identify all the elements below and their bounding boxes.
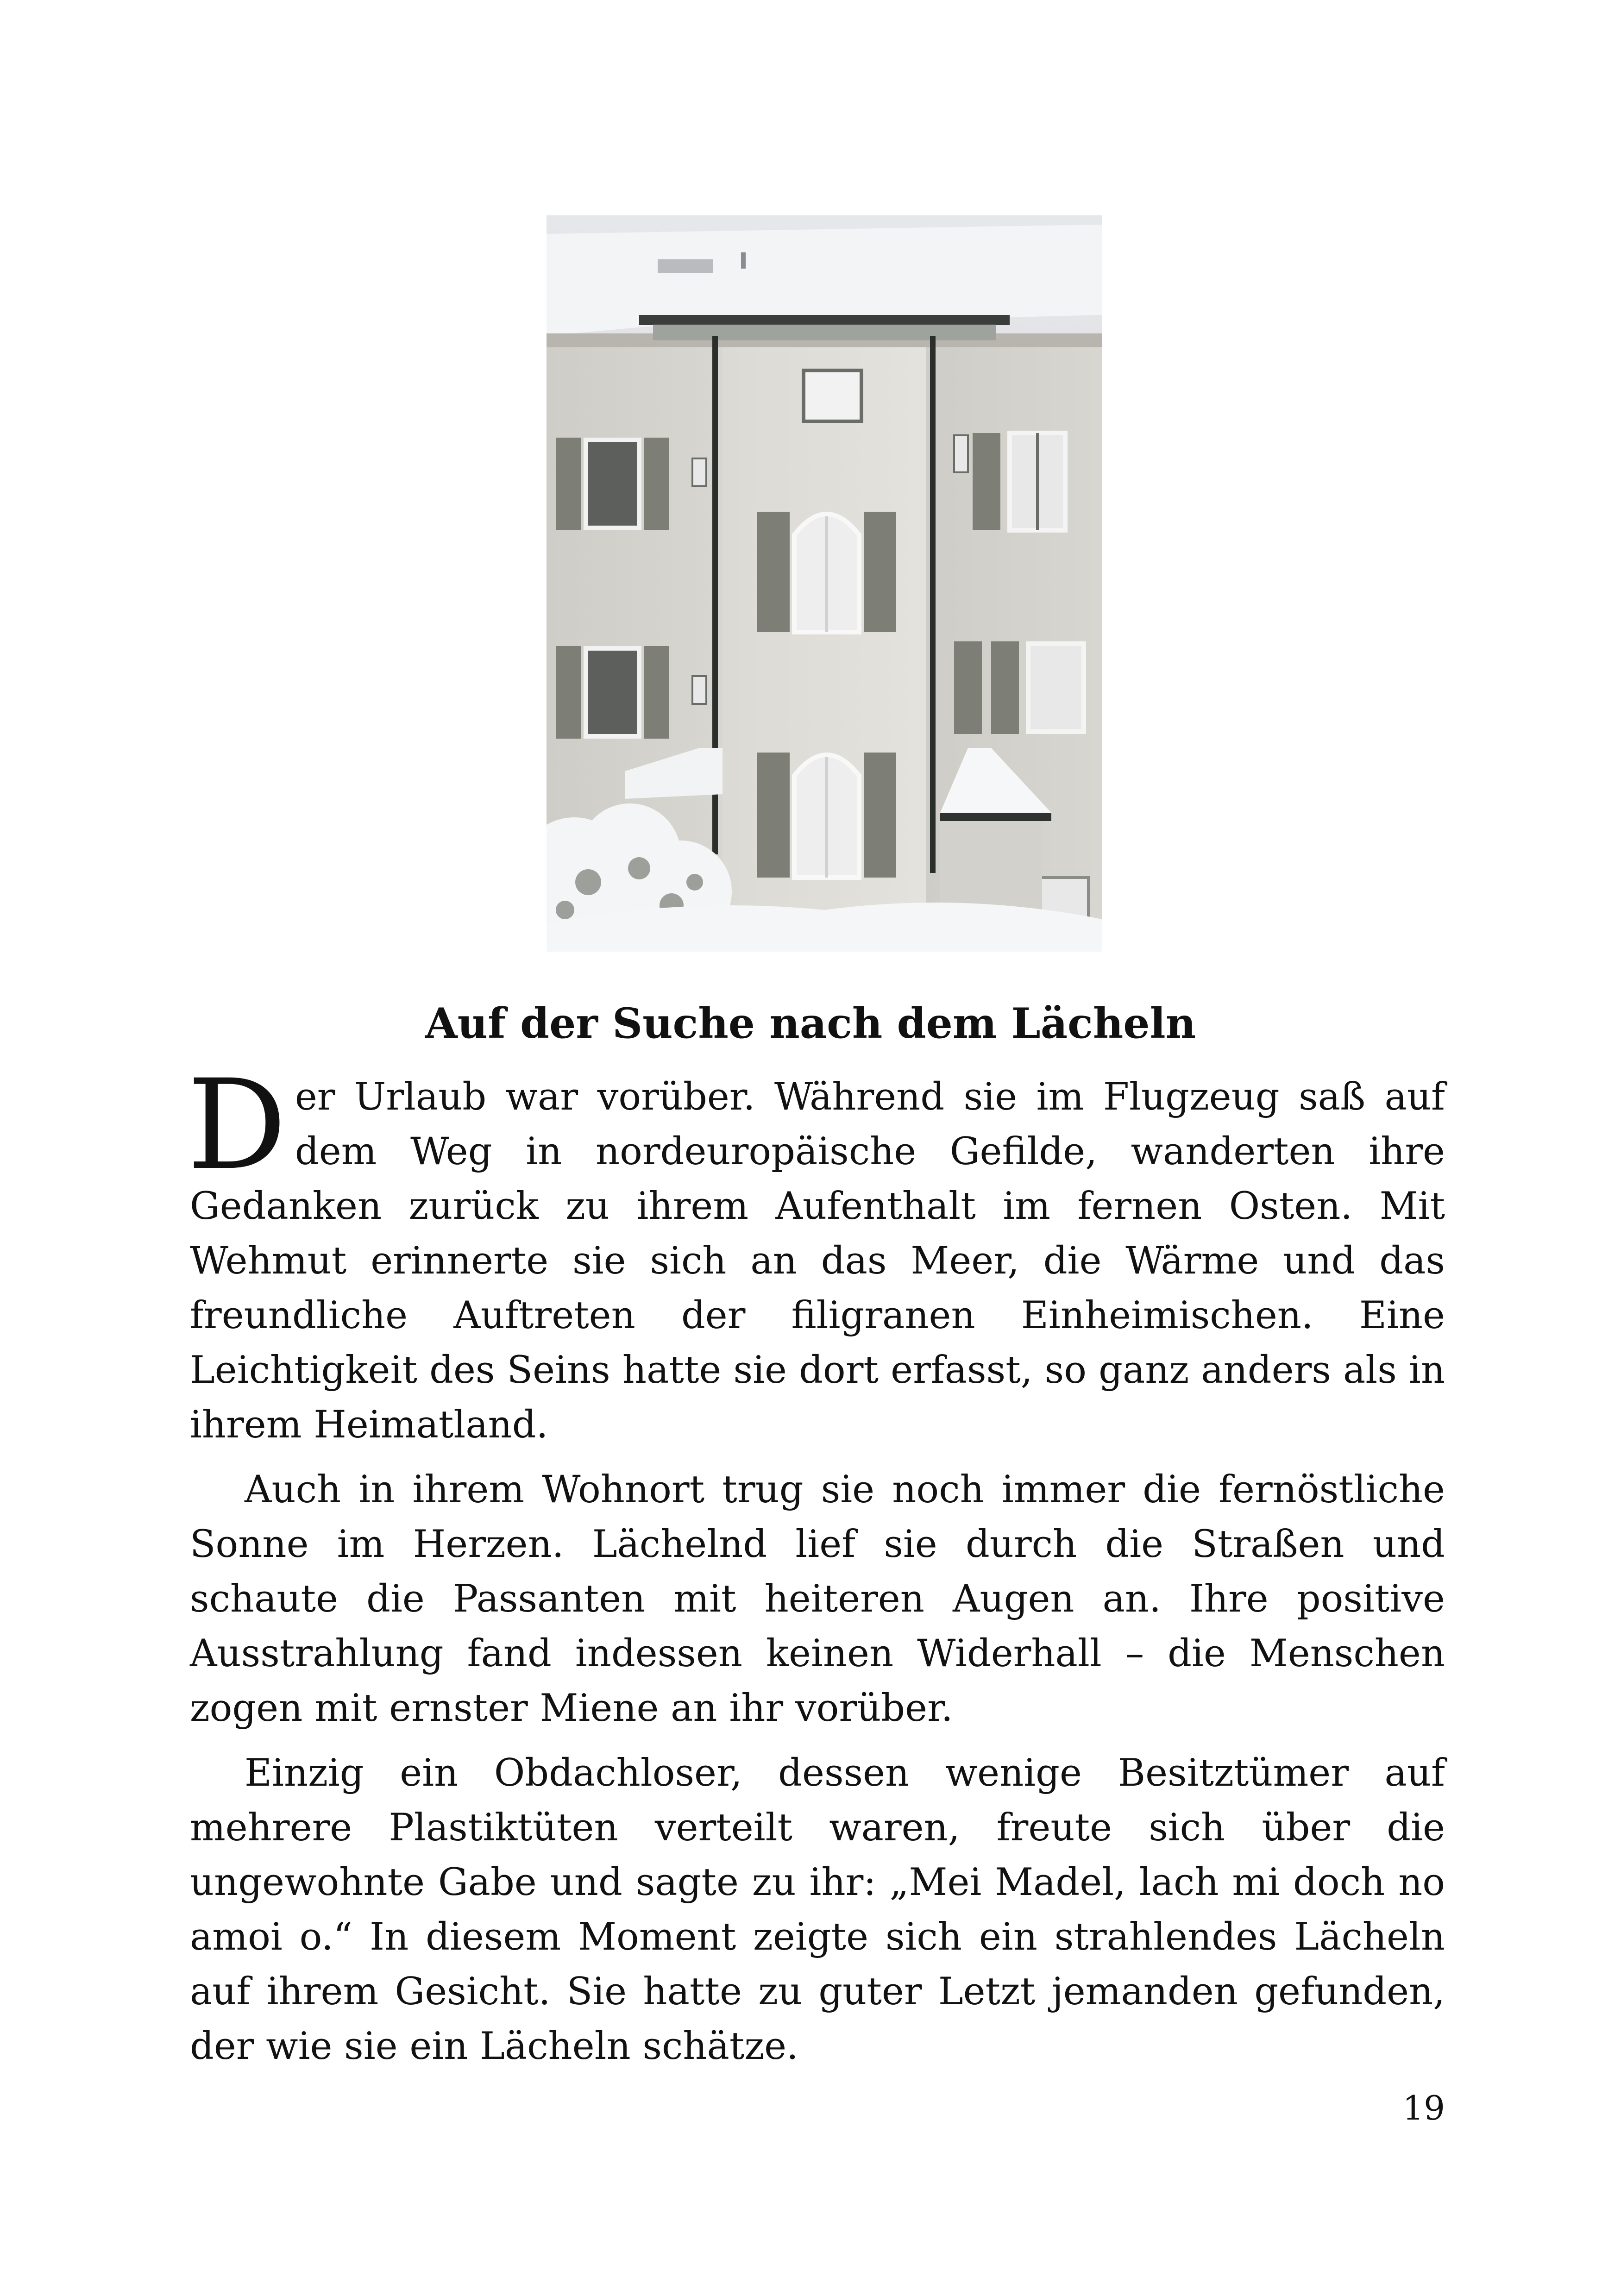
chapter-title: Auf der Suche nach dem Lächeln [425,999,1196,1048]
page-number: 19 [1402,2089,1445,2127]
paragraph-1 [187,1053,1445,1452]
paragraph-3: Einzig ein Obdachloser, dessen wenige Besitztümer auf mehrere Plastiktüten verteilt waren, freute sich über die ungewohnte Gabe und sagte zu ihr: „Mei Madel, lach mi doch no amoi o.“ In diesem Moment zeigte sich ein strahlendes Lächeln auf ihrem Gesicht. Sie hatte zu guter Letzt jemanden gefunden, der wie sie ein Lächeln schätze. [190,1751,1445,2068]
paragraph-1-text: er Urlaub war vorüber. Während sie im Flugzeug saß auf dem Weg in nordeuropäische Gefilde, wanderten ihre Gedanken zurück zu ihrem Aufenthalt im fernen Osten. Mit Wehmut erinnerte sie sich an das Meer, die Wärme und das freundliche Auftreten der filigranen Einheimischen. Eine Leichtigkeit des Seins hatte sie dort erfasst, so ganz anders als in ihrem Heimatland. [190,1075,1445,1447]
paragraph-2: Auch in ihrem Wohnort trug sie noch immer die fernöstliche Sonne im Herzen. Lächelnd lief sie durch die Straßen und schaute die Passanten mit heiteren Augen an. Ihre positive Ausstrahlung fand indessen keinen Widerhall – die Menschen zogen mit ernster Miene an ihr vorüber. [190,1468,1445,1730]
chapter-body [187,1053,1445,2084]
drop-cap: D [187,1053,287,1198]
building-photo [547,215,1102,952]
